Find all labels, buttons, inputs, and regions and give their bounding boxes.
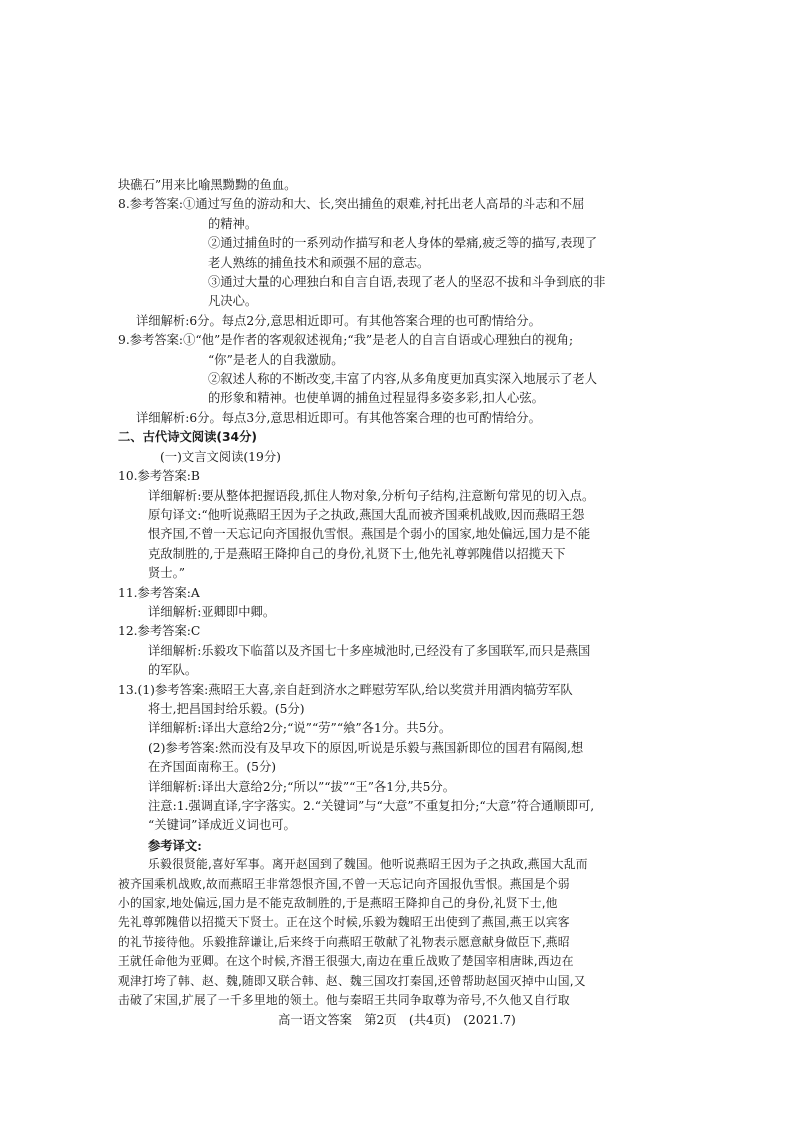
text-line: 恨齐国,不曾一天忘记向齐国报仇雪恨。燕国是个弱小的国家,地处偏远,国力是不能 xyxy=(148,527,591,542)
text-line: 将士,把昌国封给乐毅。(5分) xyxy=(148,701,305,716)
analysis-line: 详细解析:要从整体把握语段,抓住人物对象,分析句子结构,注意断句常见的切入点。 xyxy=(148,488,595,503)
text-line: 的军队。 xyxy=(148,663,198,678)
translation-line: 小的国家,地处偏远,国力是不能克敌制胜的,于是燕昭王降抑自己的身份,礼贤下士,他 xyxy=(118,896,558,911)
analysis-line: 详细解析:乐毅攻下临菑以及齐国七十多座城池时,已经没有了多国联军,而只是燕国 xyxy=(148,643,591,658)
text-line: 贤士。” xyxy=(148,566,186,581)
answer-11-line: 11.参考答案:A xyxy=(118,585,200,600)
text-line: “你”是老人的自我激励。 xyxy=(208,352,344,367)
page-footer: 高一语文答案 第2页 (共4页) (2021.7) xyxy=(278,1013,516,1027)
text-line: 在齐国面南称王。(5分) xyxy=(148,760,277,775)
subsection-heading: (一)文言文阅读(19分) xyxy=(160,449,281,464)
analysis-line: 详细解析:译出大意给2分;“说”“劳”“飨”各1分。共5分。 xyxy=(148,721,452,736)
translation-line: 观津打垮了韩、赵、魏,随即又联合韩、赵、魏三国攻打秦国,还曾帮助赵国灭掉中山国,又 xyxy=(118,973,586,988)
translation-line: 被齐国乘机战败,故而燕昭王非常怨恨齐国,不曾一天忘记向齐国报仇雪恨。燕国是个弱 xyxy=(118,876,570,891)
translation-heading: 参考译文: xyxy=(148,837,202,853)
analysis-line: 详细解析:译出大意给2分;“所以”“拔”“王”各1分,共5分。 xyxy=(148,779,456,794)
text-line: 老人熟练的捕鱼技术和顽强不屈的意志。 xyxy=(208,255,430,270)
answer-12-line: 12.参考答案:C xyxy=(118,624,201,639)
text-line: 原句译文:“他听说燕昭王因为子之执政,燕国大乱而被齐国乘机战败,因而燕昭王怨 xyxy=(148,507,585,522)
answer-content xyxy=(118,176,678,1010)
note-line: 注意:1.强调直译,字字落实。2.“关键词”与“大意”不重复扣分;“大意”符合通顺即可, xyxy=(148,799,595,813)
analysis-line: 详细解析:亚卿即中卿。 xyxy=(148,604,276,619)
text-line: ②通过捕鱼时的一系列动作描写和老人身体的晕痛,疲乏等的描写,表现了 xyxy=(208,236,598,251)
text-line: ②叙述人称的不断改变,丰富了内容,从多角度更加真实深入地展示了老人 xyxy=(208,372,598,387)
note-line: “关键词”译成近义词也可。 xyxy=(148,818,296,833)
section-heading: 二、古代诗文阅读(34分) xyxy=(118,430,258,445)
answer-10-line: 10.参考答案:B xyxy=(118,469,200,484)
translation-line: 击破了宋国,扩展了一千多里地的领土。他与秦昭王共同争取尊为帝号,不久他又自行取 xyxy=(118,993,570,1008)
text-line: 克敌制胜的,于是燕昭王降抑自己的身份,礼贤下士,他先礼尊郭隗借以招揽天下 xyxy=(148,546,566,561)
text-line: ③通过大量的心理独白和自言自语,表现了老人的坚忍不拔和斗争到底的非 xyxy=(208,275,606,290)
text-line: 的形象和精神。也使单调的捕鱼过程显得多姿多彩,扣人心弦。 xyxy=(208,391,544,406)
translation-line: 的礼节接待他。乐毅推辞谦让,后来终于向燕昭王敬献了礼物表示愿意献身做臣下,燕昭 xyxy=(118,934,570,949)
text-line: 块礁石”用来比喻黑黝黝的鱼血。 xyxy=(118,178,297,192)
translation-line: 先礼尊郭隗借以招揽天下贤士。正在这个时候,乐毅为魏昭王出使到了燕国,燕王以宾客 xyxy=(118,915,570,930)
text-line: (2)参考答案:然而没有及早攻下的原因,听说是乐毅与燕国新即位的国君有隔阂,想 xyxy=(148,740,584,755)
text-line: 凡决心。 xyxy=(208,294,258,309)
translation-line: 王就任命他为亚卿。在这个时候,齐湣王很强大,南边在重丘战败了楚国宰相唐眛,西边在 xyxy=(118,954,574,969)
analysis-line: 详细解析:6分。每点3分,意思相近即可。有其他答案合理的也可酌情给分。 xyxy=(136,410,541,425)
answer-9-line: 9.参考答案:①“他”是作者的客观叙述视角;“我”是老人的自言自语或心理独白的视角; xyxy=(118,333,574,348)
analysis-line: 详细解析:6分。每点2分,意思相近即可。有其他答案合理的也可酌情给分。 xyxy=(136,313,541,328)
text-line: 的精神。 xyxy=(208,216,258,231)
answer-8-line: 8.参考答案:①通过写鱼的游动和大、长,突出捕鱼的艰难,衬托出老人高昂的斗志和不屈 xyxy=(118,197,585,212)
answer-13-line: 13.(1)参考答案:燕昭王大喜,亲自赶到济水之畔慰劳军队,给以奖赏并用酒肉犒劳军队 xyxy=(118,682,573,697)
translation-line: 乐毅很贤能,喜好军事。离开赵国到了魏国。他听说燕昭王因为子之执政,燕国大乱而 xyxy=(148,857,588,872)
